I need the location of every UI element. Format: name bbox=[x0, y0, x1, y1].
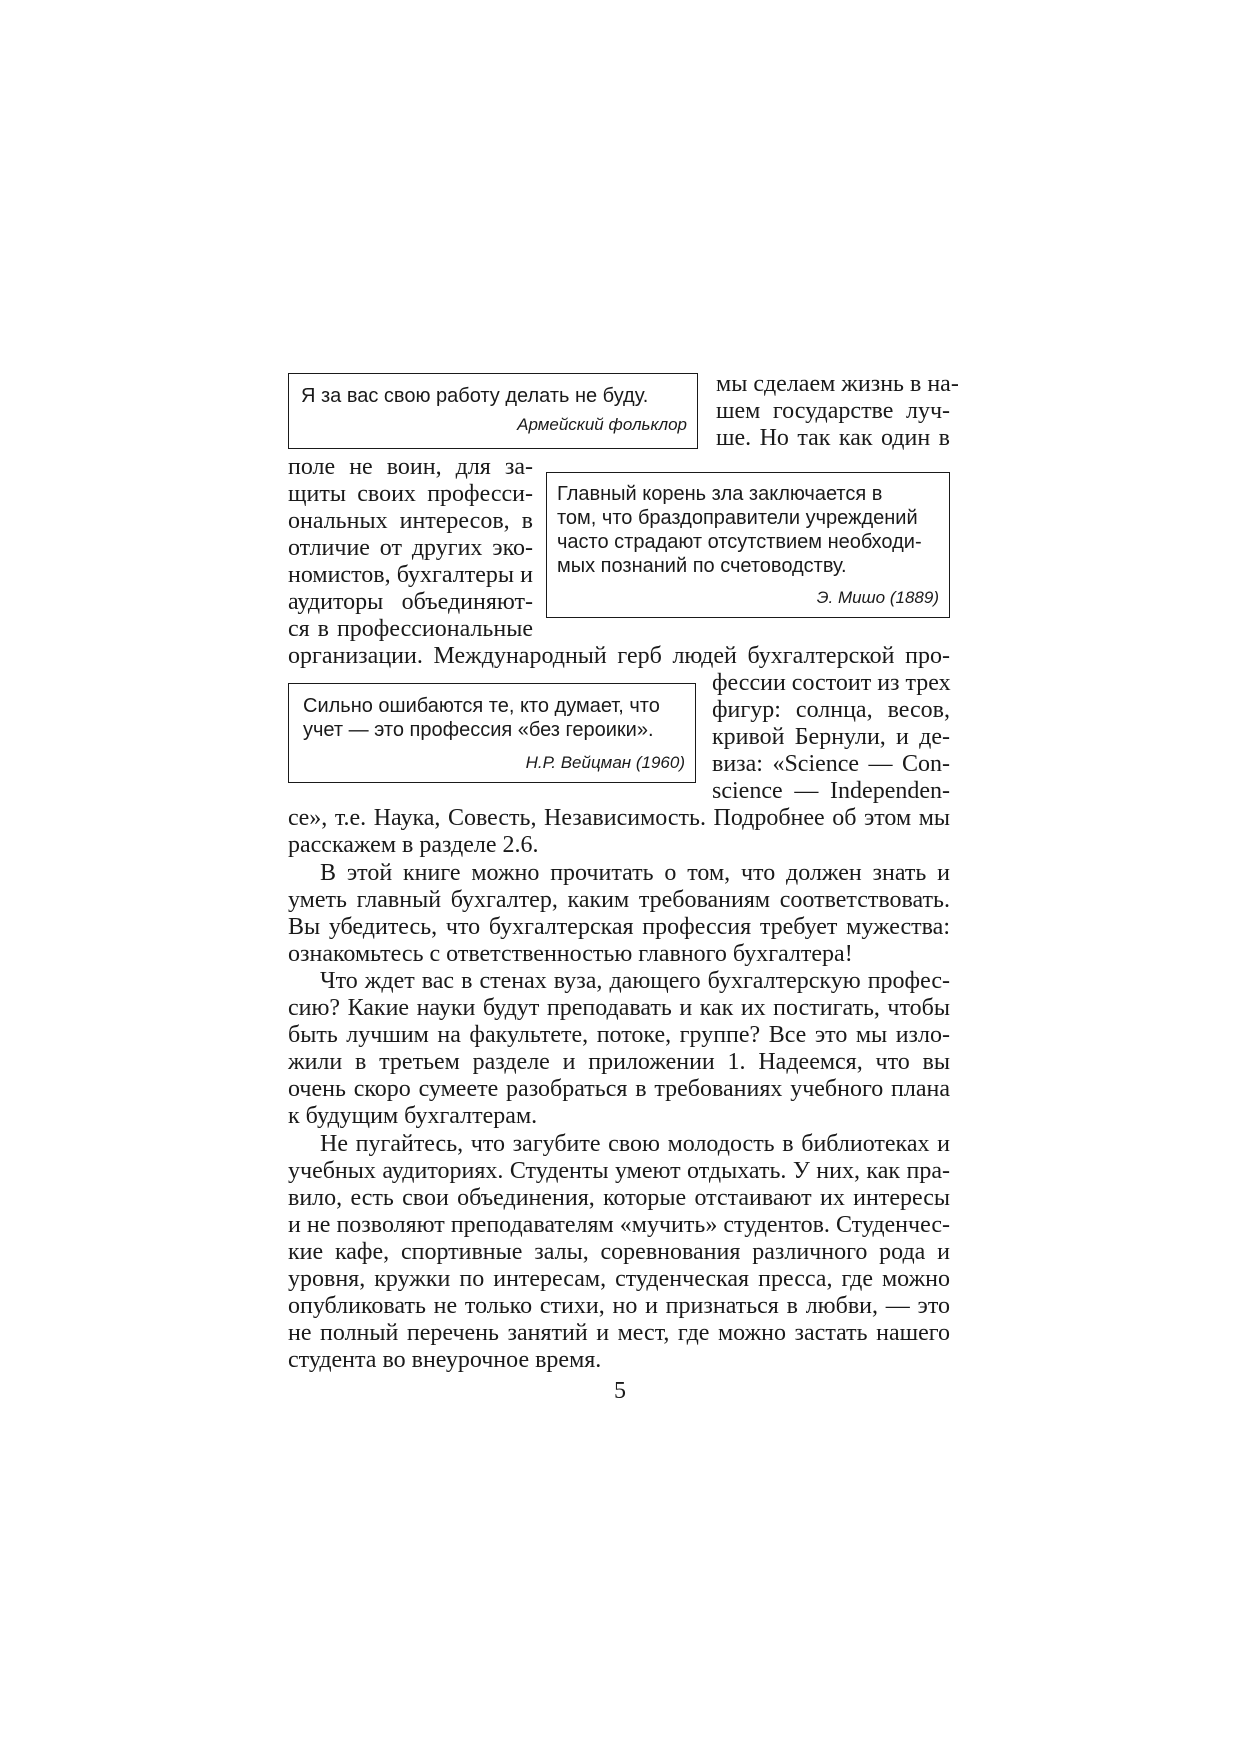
body-line: вило, есть свои объединения, которые отстаивают их интересы bbox=[288, 1185, 950, 1211]
body-line: организации. Международный герб людей бухгалтерской про- bbox=[288, 643, 950, 669]
quote-box-misho bbox=[546, 472, 950, 618]
body-line: фигур: солнца, весов, bbox=[712, 697, 950, 723]
body-line: опубликовать не только стихи, но и признаться в любви, — это bbox=[288, 1293, 950, 1319]
quote-text-line: мых познаний по счетоводству. bbox=[557, 555, 847, 577]
body-line: номистов, бухгалтеры и bbox=[288, 562, 533, 588]
quote-author: Армейский фольклор bbox=[517, 415, 687, 434]
body-line: ше. Но так как один в bbox=[716, 425, 950, 451]
quote-box-army bbox=[288, 373, 698, 449]
quote-text-line: часто страдают отсутствием необходи- bbox=[557, 531, 922, 553]
body-line: уметь главный бухгалтер, каким требованиям соответствовать. bbox=[288, 887, 950, 913]
quote-author: Э. Мишо (1889) bbox=[816, 588, 939, 607]
body-line: щиты своих професси- bbox=[288, 481, 533, 507]
body-line: science — Independen- bbox=[712, 778, 950, 804]
body-line: ональных интересов, в bbox=[288, 508, 533, 534]
body-line: учебных аудиториях. Студенты умеют отдыхать. У них, как пра- bbox=[288, 1158, 950, 1184]
quote-text-line: Я за вас свою работу делать не буду. bbox=[301, 385, 649, 407]
body-line: расскажем в разделе 2.6. bbox=[288, 832, 539, 858]
quote-box-veitsman bbox=[288, 683, 696, 783]
body-line: отличие от других эко- bbox=[288, 535, 533, 561]
body-line: мы сделаем жизнь в на- bbox=[716, 371, 959, 397]
body-line: Не пугайтесь, что загубите свою молодость в библиотеках и bbox=[320, 1131, 950, 1157]
quote-author: Н.Р. Вейцман (1960) bbox=[525, 753, 685, 772]
body-line: ce», т.е. Наука, Совесть, Независимость. Подробнее об этом мы bbox=[288, 805, 950, 831]
body-line: фессии состоит из трех bbox=[712, 670, 951, 696]
body-line: очень скоро сумеете разобраться в требованиях учебного плана bbox=[288, 1076, 950, 1102]
body-line: поле не воин, для за- bbox=[288, 454, 533, 480]
body-line: виза: «Science — Con- bbox=[712, 751, 950, 777]
body-line: ся в профессиональные bbox=[288, 616, 533, 642]
body-line: сию? Какие науки будут преподавать и как их постигать, чтобы bbox=[288, 995, 950, 1021]
quote-text-line: том, что браздоправители учреждений bbox=[557, 507, 918, 529]
body-line: не полный перечень занятий и мест, где можно застать нашего bbox=[288, 1320, 950, 1346]
body-line: кривой Бернули, и де- bbox=[712, 724, 950, 750]
body-line: уровня, кружки по интересам, студенческая пресса, где можно bbox=[288, 1266, 950, 1292]
body-line: аудиторы объединяют- bbox=[288, 589, 533, 615]
body-line: к будущим бухгалтерам. bbox=[288, 1103, 538, 1129]
body-line: быть лучшим на факультете, потоке, группе? Все это мы изло- bbox=[288, 1022, 950, 1048]
body-line: В этой книге можно прочитать о том, что должен знать и bbox=[320, 860, 950, 886]
body-line: Вы убедитесь, что бухгалтерская профессия требует мужества: bbox=[288, 914, 950, 940]
body-line: шем государстве луч- bbox=[716, 398, 950, 424]
body-line: жили в третьем разделе и приложении 1. Надеемся, что вы bbox=[288, 1049, 950, 1075]
body-line: студента во внеурочное время. bbox=[288, 1347, 602, 1373]
page-number: 5 bbox=[614, 1378, 626, 1404]
quote-text-line: Сильно ошибаются те, кто думает, что bbox=[303, 695, 660, 717]
body-line: ознакомьтесь с ответственностью главного бухгалтера! bbox=[288, 941, 853, 967]
body-line: кие кафе, спортивные залы, соревнования различного рода и bbox=[288, 1239, 950, 1265]
body-line: Что ждет вас в стенах вуза, дающего бухгалтерскую профес- bbox=[320, 968, 950, 994]
quote-text-line: Главный корень зла заключается в bbox=[557, 483, 883, 505]
quote-text-line: учет — это профессия «без героики». bbox=[303, 719, 654, 741]
body-line: и не позволяют преподавателям «мучить» студентов. Студенчес- bbox=[288, 1212, 950, 1238]
